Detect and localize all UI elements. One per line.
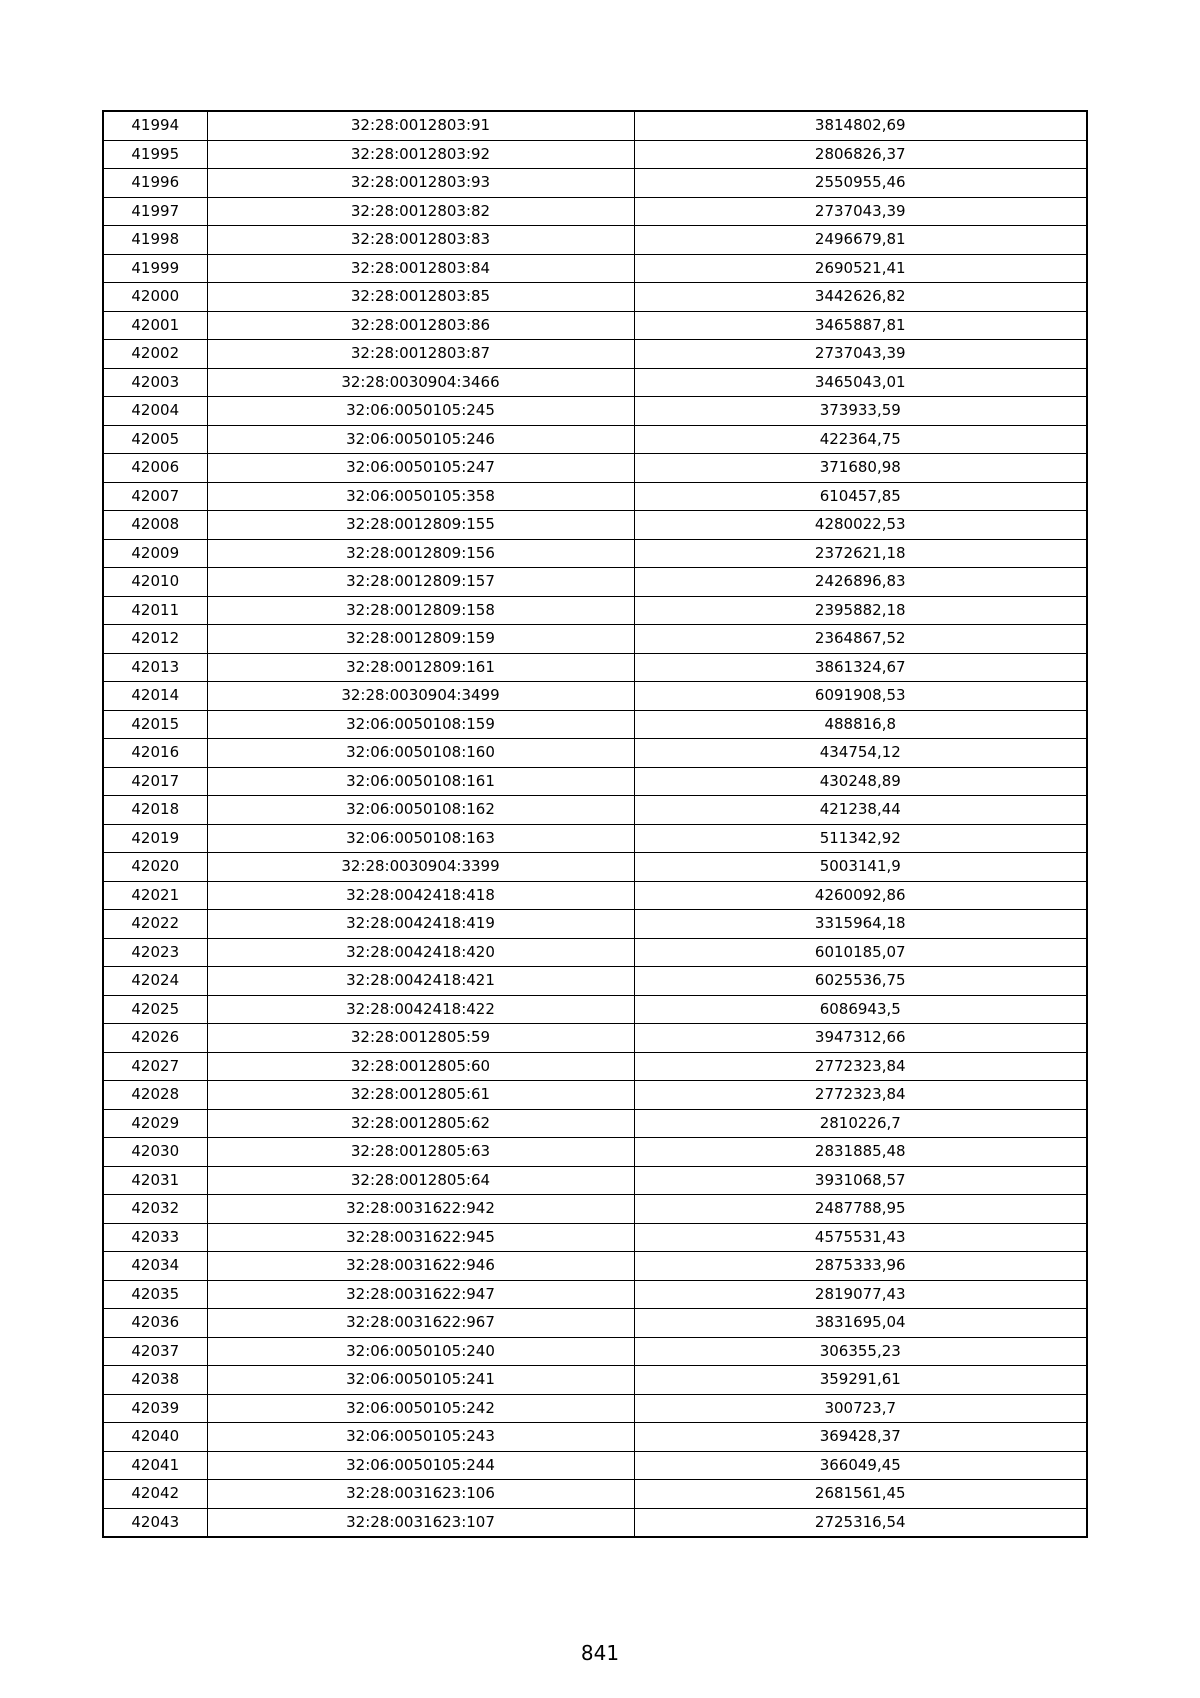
table-row — [103, 1280, 1087, 1309]
value-cell: 2364867,52 — [634, 625, 1087, 654]
value-cell: 3831695,04 — [634, 1309, 1087, 1338]
value-cell: 4575531,43 — [634, 1223, 1087, 1252]
cadastral-number-cell: 32:28:0031622:947 — [207, 1280, 634, 1309]
table-row — [103, 910, 1087, 939]
row-number-cell: 42009 — [103, 539, 207, 568]
cadastral-number-cell: 32:28:0030904:3466 — [207, 368, 634, 397]
value-cell: 434754,12 — [634, 739, 1087, 768]
row-number-cell: 42038 — [103, 1366, 207, 1395]
row-number-cell: 42010 — [103, 568, 207, 597]
value-cell: 2737043,39 — [634, 340, 1087, 369]
table-row — [103, 140, 1087, 169]
cadastral-number-cell: 32:28:0012805:60 — [207, 1052, 634, 1081]
cadastral-number-cell: 32:28:0012803:83 — [207, 226, 634, 255]
value-cell: 2819077,43 — [634, 1280, 1087, 1309]
row-number-cell: 41997 — [103, 197, 207, 226]
value-cell: 6091908,53 — [634, 682, 1087, 711]
table-row — [103, 1052, 1087, 1081]
row-number-cell: 42007 — [103, 482, 207, 511]
row-number-cell: 42034 — [103, 1252, 207, 1281]
value-cell: 2806826,37 — [634, 140, 1087, 169]
table-row — [103, 1309, 1087, 1338]
cadastral-number-cell: 32:28:0012809:157 — [207, 568, 634, 597]
row-number-cell: 42000 — [103, 283, 207, 312]
value-cell: 488816,8 — [634, 710, 1087, 739]
table-row — [103, 1337, 1087, 1366]
cadastral-number-cell: 32:28:0012803:92 — [207, 140, 634, 169]
table-row — [103, 482, 1087, 511]
table-row — [103, 169, 1087, 198]
cadastral-number-cell: 32:28:0030904:3499 — [207, 682, 634, 711]
table-row — [103, 967, 1087, 996]
row-number-cell: 42014 — [103, 682, 207, 711]
cadastral-number-cell: 32:28:0042418:421 — [207, 967, 634, 996]
page-number: 841 — [580, 1641, 620, 1665]
cadastral-number-cell: 32:06:0050105:245 — [207, 397, 634, 426]
value-cell: 4280022,53 — [634, 511, 1087, 540]
table-row — [103, 1109, 1087, 1138]
row-number-cell: 42036 — [103, 1309, 207, 1338]
table-row — [103, 254, 1087, 283]
row-number-cell: 42011 — [103, 596, 207, 625]
table-row — [103, 881, 1087, 910]
table-row — [103, 625, 1087, 654]
value-cell: 422364,75 — [634, 425, 1087, 454]
row-number-cell: 42032 — [103, 1195, 207, 1224]
cadastral-number-cell: 32:06:0050108:160 — [207, 739, 634, 768]
row-number-cell: 42040 — [103, 1423, 207, 1452]
value-cell: 6086943,5 — [634, 995, 1087, 1024]
table-row — [103, 767, 1087, 796]
value-cell: 373933,59 — [634, 397, 1087, 426]
cadastral-number-cell: 32:06:0050108:159 — [207, 710, 634, 739]
table-row — [103, 1423, 1087, 1452]
row-number-cell: 42024 — [103, 967, 207, 996]
value-cell: 430248,89 — [634, 767, 1087, 796]
cadastral-number-cell: 32:28:0012809:161 — [207, 653, 634, 682]
table-row — [103, 1480, 1087, 1509]
table-row — [103, 511, 1087, 540]
cadastral-number-cell: 32:28:0012803:84 — [207, 254, 634, 283]
cadastral-number-cell: 32:28:0012809:158 — [207, 596, 634, 625]
row-number-cell: 42005 — [103, 425, 207, 454]
cadastral-number-cell: 32:06:0050105:241 — [207, 1366, 634, 1395]
value-cell: 359291,61 — [634, 1366, 1087, 1395]
cadastral-number-cell: 32:28:0030904:3399 — [207, 853, 634, 882]
cadastral-number-cell: 32:28:0012803:93 — [207, 169, 634, 198]
row-number-cell: 42039 — [103, 1394, 207, 1423]
row-number-cell: 42021 — [103, 881, 207, 910]
cadastral-number-cell: 32:06:0050108:163 — [207, 824, 634, 853]
table-row — [103, 425, 1087, 454]
value-cell: 3442626,82 — [634, 283, 1087, 312]
table-row — [103, 682, 1087, 711]
cadastral-number-cell: 32:28:0012809:159 — [207, 625, 634, 654]
value-cell: 3465043,01 — [634, 368, 1087, 397]
table-body — [103, 111, 1087, 1537]
table-row — [103, 1508, 1087, 1537]
value-cell: 3465887,81 — [634, 311, 1087, 340]
cadastral-number-cell: 32:28:0031622:942 — [207, 1195, 634, 1224]
table-row — [103, 340, 1087, 369]
cadastral-number-cell: 32:28:0012809:156 — [207, 539, 634, 568]
cadastral-number-cell: 32:28:0012803:91 — [207, 111, 634, 140]
value-cell: 511342,92 — [634, 824, 1087, 853]
value-cell: 421238,44 — [634, 796, 1087, 825]
value-cell: 2725316,54 — [634, 1508, 1087, 1537]
table-row — [103, 539, 1087, 568]
table-row — [103, 1252, 1087, 1281]
row-number-cell: 42042 — [103, 1480, 207, 1509]
cadastral-number-cell: 32:06:0050105:247 — [207, 454, 634, 483]
data-table — [102, 110, 1088, 1538]
value-cell: 6010185,07 — [634, 938, 1087, 967]
table-row — [103, 653, 1087, 682]
value-cell: 2772323,84 — [634, 1052, 1087, 1081]
row-number-cell: 42027 — [103, 1052, 207, 1081]
cadastral-number-cell: 32:28:0012805:61 — [207, 1081, 634, 1110]
table-row — [103, 739, 1087, 768]
cadastral-number-cell: 32:06:0050108:162 — [207, 796, 634, 825]
row-number-cell: 42012 — [103, 625, 207, 654]
value-cell: 3947312,66 — [634, 1024, 1087, 1053]
table-row — [103, 197, 1087, 226]
row-number-cell: 41999 — [103, 254, 207, 283]
row-number-cell: 42006 — [103, 454, 207, 483]
value-cell: 2395882,18 — [634, 596, 1087, 625]
row-number-cell: 42020 — [103, 853, 207, 882]
cadastral-number-cell: 32:28:0012803:86 — [207, 311, 634, 340]
table-row — [103, 853, 1087, 882]
row-number-cell: 42019 — [103, 824, 207, 853]
table-row — [103, 1166, 1087, 1195]
row-number-cell: 42018 — [103, 796, 207, 825]
row-number-cell: 42022 — [103, 910, 207, 939]
table-row — [103, 226, 1087, 255]
row-number-cell: 42015 — [103, 710, 207, 739]
table-row — [103, 938, 1087, 967]
row-number-cell: 42025 — [103, 995, 207, 1024]
row-number-cell: 42016 — [103, 739, 207, 768]
value-cell: 2426896,83 — [634, 568, 1087, 597]
table-row — [103, 111, 1087, 140]
table-row — [103, 368, 1087, 397]
value-cell: 2372621,18 — [634, 539, 1087, 568]
row-number-cell: 42004 — [103, 397, 207, 426]
cadastral-number-cell: 32:06:0050105:242 — [207, 1394, 634, 1423]
cadastral-number-cell: 32:28:0042418:418 — [207, 881, 634, 910]
row-number-cell: 42033 — [103, 1223, 207, 1252]
value-cell: 366049,45 — [634, 1451, 1087, 1480]
cadastral-number-cell: 32:28:0031623:107 — [207, 1508, 634, 1537]
cadastral-number-cell: 32:28:0042418:420 — [207, 938, 634, 967]
cadastral-number-cell: 32:28:0012809:155 — [207, 511, 634, 540]
table-row — [103, 1195, 1087, 1224]
cadastral-number-cell: 32:28:0042418:419 — [207, 910, 634, 939]
table-row — [103, 796, 1087, 825]
row-number-cell: 42043 — [103, 1508, 207, 1537]
table-row — [103, 311, 1087, 340]
table-row — [103, 283, 1087, 312]
row-number-cell: 42008 — [103, 511, 207, 540]
row-number-cell: 42013 — [103, 653, 207, 682]
value-cell: 2810226,7 — [634, 1109, 1087, 1138]
row-number-cell: 42030 — [103, 1138, 207, 1167]
cadastral-number-cell: 32:28:0031622:946 — [207, 1252, 634, 1281]
table-row — [103, 1138, 1087, 1167]
value-cell: 306355,23 — [634, 1337, 1087, 1366]
row-number-cell: 41994 — [103, 111, 207, 140]
cadastral-number-cell: 32:28:0031622:945 — [207, 1223, 634, 1252]
row-number-cell: 42017 — [103, 767, 207, 796]
row-number-cell: 42037 — [103, 1337, 207, 1366]
row-number-cell: 42003 — [103, 368, 207, 397]
row-number-cell: 42001 — [103, 311, 207, 340]
table-row — [103, 596, 1087, 625]
value-cell: 3814802,69 — [634, 111, 1087, 140]
row-number-cell: 42026 — [103, 1024, 207, 1053]
row-number-cell: 42041 — [103, 1451, 207, 1480]
row-number-cell: 41998 — [103, 226, 207, 255]
value-cell: 3861324,67 — [634, 653, 1087, 682]
row-number-cell: 42031 — [103, 1166, 207, 1195]
value-cell: 6025536,75 — [634, 967, 1087, 996]
row-number-cell: 41996 — [103, 169, 207, 198]
table-row — [103, 1024, 1087, 1053]
value-cell: 2690521,41 — [634, 254, 1087, 283]
value-cell: 4260092,86 — [634, 881, 1087, 910]
cadastral-number-cell: 32:28:0012805:63 — [207, 1138, 634, 1167]
cadastral-number-cell: 32:28:0012803:82 — [207, 197, 634, 226]
cadastral-number-cell: 32:06:0050105:240 — [207, 1337, 634, 1366]
cadastral-number-cell: 32:06:0050105:358 — [207, 482, 634, 511]
cadastral-number-cell: 32:28:0012803:85 — [207, 283, 634, 312]
value-cell: 3931068,57 — [634, 1166, 1087, 1195]
cadastral-number-cell: 32:28:0042418:422 — [207, 995, 634, 1024]
cadastral-number-cell: 32:06:0050105:246 — [207, 425, 634, 454]
cadastral-number-cell: 32:28:0012805:62 — [207, 1109, 634, 1138]
table-row — [103, 1081, 1087, 1110]
table-row — [103, 1366, 1087, 1395]
row-number-cell: 42035 — [103, 1280, 207, 1309]
cadastral-number-cell: 32:06:0050108:161 — [207, 767, 634, 796]
row-number-cell: 42028 — [103, 1081, 207, 1110]
row-number-cell: 41995 — [103, 140, 207, 169]
value-cell: 2831885,48 — [634, 1138, 1087, 1167]
table-row — [103, 995, 1087, 1024]
value-cell: 2772323,84 — [634, 1081, 1087, 1110]
cadastral-number-cell: 32:28:0012803:87 — [207, 340, 634, 369]
table-row — [103, 454, 1087, 483]
value-cell: 610457,85 — [634, 482, 1087, 511]
value-cell: 369428,37 — [634, 1423, 1087, 1452]
table-row — [103, 1451, 1087, 1480]
table-row — [103, 397, 1087, 426]
value-cell: 2487788,95 — [634, 1195, 1087, 1224]
cadastral-number-cell: 32:06:0050105:244 — [207, 1451, 634, 1480]
table-row — [103, 568, 1087, 597]
value-cell: 5003141,9 — [634, 853, 1087, 882]
value-cell: 371680,98 — [634, 454, 1087, 483]
value-cell: 2737043,39 — [634, 197, 1087, 226]
table-row — [103, 1223, 1087, 1252]
cadastral-number-cell: 32:06:0050105:243 — [207, 1423, 634, 1452]
value-cell: 2681561,45 — [634, 1480, 1087, 1509]
cadastral-number-cell: 32:28:0012805:64 — [207, 1166, 634, 1195]
row-number-cell: 42002 — [103, 340, 207, 369]
value-cell: 3315964,18 — [634, 910, 1087, 939]
value-cell: 2550955,46 — [634, 169, 1087, 198]
value-cell: 2875333,96 — [634, 1252, 1087, 1281]
value-cell: 300723,7 — [634, 1394, 1087, 1423]
row-number-cell: 42023 — [103, 938, 207, 967]
table-row — [103, 824, 1087, 853]
cadastral-number-cell: 32:28:0031623:106 — [207, 1480, 634, 1509]
table-row — [103, 710, 1087, 739]
row-number-cell: 42029 — [103, 1109, 207, 1138]
value-cell: 2496679,81 — [634, 226, 1087, 255]
table-row — [103, 1394, 1087, 1423]
cadastral-number-cell: 32:28:0031622:967 — [207, 1309, 634, 1338]
cadastral-number-cell: 32:28:0012805:59 — [207, 1024, 634, 1053]
